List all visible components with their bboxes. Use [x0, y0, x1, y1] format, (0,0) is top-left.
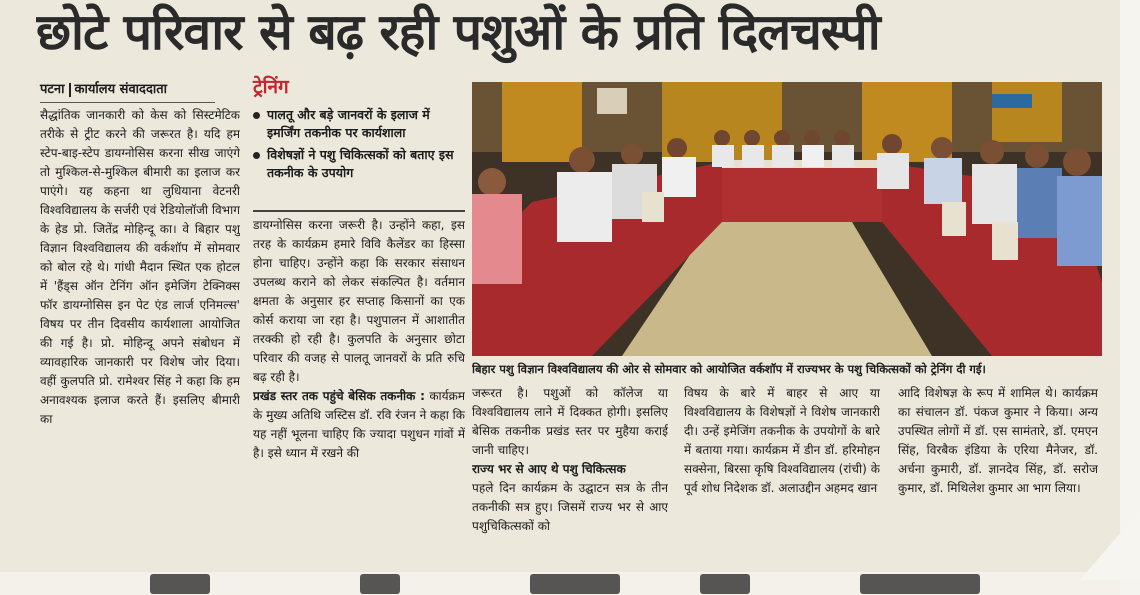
column-3-continued: पहले दिन कार्यक्रम के उद्घाटन सत्र के तीन तकनीकी सत्र हुए। जिसमें राज्य भर से आए पशुचिकित्सकों को: [472, 481, 668, 533]
column-2-continued: कार्यक्रम के मुख्य अतिथि जस्टिस डॉ. रवि रंजन ने कहा कि यह नहीं भूलना चाहिए कि ज्यादा पशुधन गांवों में है। इसे ध्यान में रखने की: [253, 389, 465, 460]
article-column-2: [253, 216, 465, 566]
scan-edge: [1120, 0, 1140, 595]
cut-off-letter: [150, 574, 210, 594]
training-rule: [253, 210, 465, 212]
training-heading: ट्रेनिंग: [253, 76, 289, 98]
headline: छोटे परिवार से बढ़ रही पशुओं के प्रति दिलचस्पी: [36, 3, 880, 61]
column-3-text: जरूरत है। पशुओं को कॉलेज या विश्वविद्यालय लाने में दिक्कत होगी। इसलिए बेसिक तकनीक प्रखंड स्तर पर मुहैया कराई जानी चाहिए।: [472, 386, 668, 457]
article-column-3: [472, 384, 668, 566]
training-bullet-text: विशेषज्ञों ने पशु चिकित्सकों को बताए इस तकनीक के उपयोग: [267, 147, 454, 180]
training-bullet: [253, 146, 465, 182]
column-1-text: सैद्धांतिक जानकारी को केस को सिस्टमेटिक तरीके से ट्रीट करने की जरूरत है। यदि हम स्टेप-बाइ-स्टेप डायग्नोसिस करना सीख जाएंगे तो मुश्किल-से-मुश्किल बीमारी का इलाज कर पाएंगे। यह कहना था लुधियाना वेटनरी विश्वविद्यालय के सर्जरी एवं रेडियोलॉजी विभाग के हेड प्रो. जितेंद्र मोहिन्दू का। वे बिहार पशु विज्ञान विश्वविद्यालय की वर्कशॉप में सोमवार को बोल रहे थे। गांधी मैदान स्थित एक होटल में 'हैंड्स ऑन टेनिंग ऑन इमेजिंग टेक्निक्स फॉर डायग्नोसिस इन पेट एंड लार्ज एनिमल्स' विषय पर तीन दिवसीय कार्यशाला आयोजित की गई है। प्रो. मोहिन्दू अपने संबोधन में व्यावहारिक जानकारी पर विशेष जोर दिया। वहीं कुलपति प्रो. रामेश्वर सिंह ने कहा कि हम अनावश्यक इलाज करते हैं। इसलिए बीमारी का: [40, 108, 240, 426]
column-2-text: डायग्नोसिस करना जरूरी है। उन्होंने कहा, इस तरह के कार्यक्रम हमारे विवि कैलेंडर का हिस्सा होना चाहिए। उन्होंने कहा कि सरकार संसाधन उपलब्ध कराने को लेकर संकल्पित है। वर्तमान क्षमता के अनुसार हर सप्ताह किसानों का एक कोर्स कराया जा रहा है। पशुपालन में आशातीत तरक्की हो रही है। कुलपति के अनुसार छोटा परिवार की वजह से पालतू जानवरों के प्रति रुचि बढ़ रही है।: [253, 218, 465, 384]
article-column-1: [40, 106, 240, 566]
column-4-text: विषय के बारे में बाहर से आए या विश्वविद्यालय के विशेषज्ञों ने विशेष जानकारी दी। उन्हें इमेजिंग तकनीक के उपयोगों के बारे में बताया गया। कार्यक्रम में डीन डॉ. हरिमोहन सक्सेना, बिरसा कृषि विश्वविद्यालय (रांची) के पूर्व शोध निदेशक डॉ. अलाउद्दीन अहमद खान: [684, 386, 880, 495]
cut-off-letter: [360, 574, 400, 594]
workshop-photo: [472, 82, 1102, 356]
training-bullet-text: पालतू और बड़े जानवरों के इलाज में इमर्जिंग तकनीक पर कार्यशाला: [267, 107, 430, 140]
column-5-text: आदि विशेषज्ञ के रूप में शामिल थे। कार्यक्रम का संचालन डॉ. पंकज कुमार ने किया। अन्य उपस्थित लोगों में डॉ. एस सामंतारे, डॉ. एमएन सिंह, विरबैक इंडिया के एरिया मैनेजर, डॉ. अर्चना कुमारी, डॉ. ज्ञानदेव सिंह, डॉ. सरोज कुमार, डॉ. मिथिलेश कुमार आ भाग लिया।: [898, 386, 1098, 495]
byline: [40, 78, 215, 103]
training-box: [253, 74, 465, 212]
training-bullet: [253, 106, 465, 142]
cut-off-letter: [530, 574, 620, 594]
byline-city: पटना: [40, 82, 65, 97]
training-bullets: [253, 106, 465, 182]
byline-separator: [69, 83, 71, 97]
column-2-subhead: प्रखंड स्तर तक पहुंचे बेसिक तकनीक :: [253, 389, 425, 403]
workshop-photo-illustration: [472, 82, 1102, 356]
cut-off-letter: [700, 574, 750, 594]
cut-off-next-headline: [0, 572, 1140, 595]
bullet-icon: [253, 112, 260, 119]
article-column-4: [684, 384, 880, 566]
column-3-subhead: राज्य भर से आए थे पशु चिकित्सक: [472, 462, 626, 476]
byline-author: कार्यालय संवाददाता: [74, 82, 168, 97]
photo-caption: बिहार पशु विज्ञान विश्वविद्यालय की ओर से सोमवार को आयोजित वर्कशॉप में राज्यभर के पशु चिकित्सकों को ट्रेनिंग दी गई।: [472, 362, 986, 376]
article-column-5: [898, 384, 1098, 566]
cut-off-letter: [860, 574, 980, 594]
bullet-icon: [253, 152, 260, 159]
